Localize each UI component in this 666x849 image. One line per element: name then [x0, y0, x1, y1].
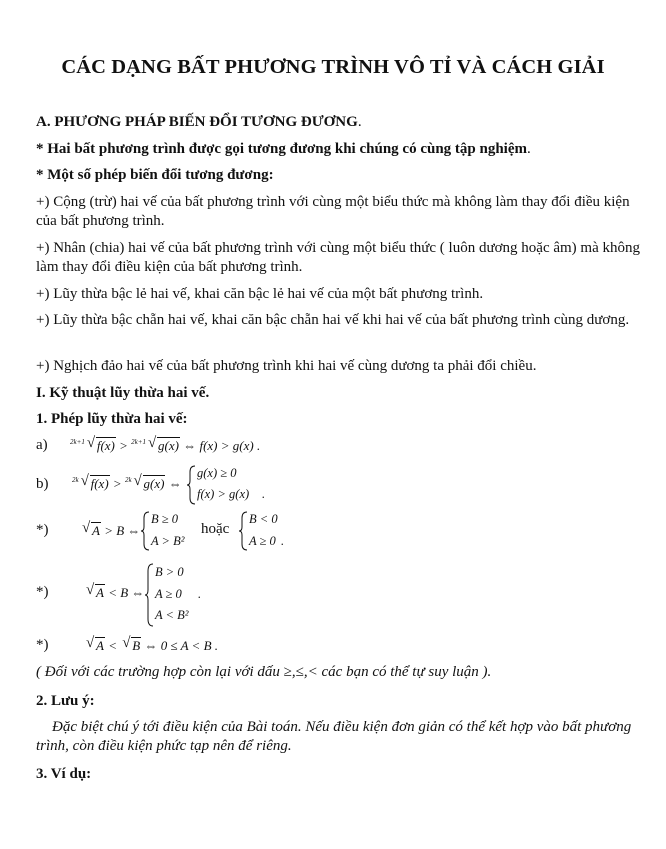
root-symbol: √ B — [122, 638, 141, 654]
bullet-equivalent-transforms: * Một số phép biến đổi tương đương: — [36, 167, 274, 183]
paragraph-condition-note: Đặc biệt chú ý tới điều kiện của Bài toán. Nếu điều kiện đơn giản có thể kết hợp vào bất phương trình, còn điều kiện phức tạp nên để riêng. — [36, 719, 632, 754]
subheading-note: 2. Lưu ý: — [36, 693, 95, 709]
root-symbol: √ A — [82, 523, 101, 539]
formula-sqrt-less-sqrt: √ A < √ B ⇔ 0 ≤ A < B . — [84, 638, 218, 654]
system-brace — [141, 511, 151, 551]
subheading-power-both-sides: 1. Phép lũy thừa hai vế: — [36, 411, 188, 427]
subheading-examples: 3. Ví dụ: — [36, 766, 92, 782]
root-symbol: √ A — [86, 638, 105, 654]
page-title: CÁC DẠNG BẤT PHƯƠNG TRÌNH VÔ TỈ VÀ CÁCH GIẢI — [61, 56, 605, 78]
system-brace — [187, 465, 197, 505]
system-s2-line3: A < B² — [155, 608, 189, 622]
bullet-equivalent-definition: * Hai bất phương trình được gọi tương đương khi chúng có cùng tập nghiệm. — [36, 141, 531, 157]
system-brace — [239, 511, 249, 551]
document-page: CÁC DẠNG BẤT PHƯƠNG TRÌNH VÔ TỈ VÀ CÁCH GIẢI A. PHƯƠNG PHÁP BIẾN ĐỔI TƯƠNG ĐƯƠNG. * Hai bất phương trình được gọi tương đương khi chúng có cùng tập nghiệm. * Một số phép biến đổi tương đương: +) Cộng (trừ) hai vế của bất phương trình với cùng một biểu thức mà không làm thay đổi điều kiện của bất phương trình. +) Nhân (chia) hai vế của bất phương trình với cùng một biểu thức ( luôn dương hoặc âm) mà không làm thay đổi điều kiện của bất phương trình. +) Lũy thừa bậc lẻ hai vế, khai căn bậc lẻ hai vế của một bất phương trình. +) Lũy thừa bậc chẵn hai vế, khai căn bậc chẵn hai vế khi hai vế của bất phương trình cùng dương. +) Nghịch đảo hai vế của bất phương trình khi hai vế cùng dương ta phải đổi chiều. I. Kỹ thuật lũy thừa hai vế. 1. Phép lũy thừa hai vế: a) $^{2k+1}$√ f(x) > $^{2k+1}$√ g(x) ⇔ f(x) > g(x) . b) $^{2k}$√ f(x) > $^{2k}$√ g(x) ⇔ g(x) ≥ 0 f(x) > g(x) . *) √ A > B ⇔ B ≥ 0 A > B² hoặc B < 0 A ≥ 0 . *) √ A < B ⇔ B > 0 A ≥ 0 A < B² . *) √ A < √ B ⇔ 0 ≤ A < B . ( Đối với các trường hợp còn lại với dấu ≥,≤,< các bạn có thể tự suy luận ). 2. Lưu ý: Đặc biệt chú ý tới điều kiện của Bài toán. Nếu điều kiện đơn giản có thể kết hợp vào bất phương trình, còn điều kiện phức tạp nên để riêng. 3. Ví dụ: — [0, 0, 666, 849]
system-s1-line1: B ≥ 0 — [151, 512, 178, 526]
system-brace — [145, 563, 155, 627]
formula-odd-root: $^{2k+1}$√ f(x) > $^{2k+1}$√ g(x) ⇔ f(x) > g(x) . — [70, 438, 260, 454]
root-symbol: √ A — [86, 585, 105, 601]
label-a: a) — [36, 437, 48, 453]
paragraph-add-subtract: +) Cộng (trừ) hai vế của bất phương trình với cùng một biểu thức mà không làm thay đổi điều kiện của bất phương trình. — [36, 194, 630, 229]
root-symbol: √ g(x) — [134, 476, 166, 492]
root-symbol: √ g(x) — [148, 438, 180, 454]
paragraph-odd-power: +) Lũy thừa bậc lẻ hai vế, khai căn bậc lẻ hai vế của một bất phương trình. — [36, 286, 484, 302]
label-star-3: *) — [36, 637, 49, 653]
system-b-line1: g(x) ≥ 0 — [197, 466, 237, 480]
label-b: b) — [36, 476, 49, 492]
system-s1-line2: A > B² — [151, 534, 185, 548]
root-symbol: √ f(x) — [81, 476, 110, 492]
formula-even-root: $^{2k}$√ f(x) > $^{2k}$√ g(x) ⇔ — [72, 476, 182, 492]
paragraph-reciprocal: +) Nghịch đảo hai vế của bất phương trình khi hai vế cùng dương ta phải đổi chiều. — [36, 358, 537, 374]
system-s1-alt-line1: B < 0 — [249, 512, 278, 526]
formula-sqrt-greater: √ A > B ⇔ — [80, 523, 140, 539]
label-star-1: *) — [36, 522, 49, 538]
label-star-2: *) — [36, 584, 49, 600]
note-remaining-cases: ( Đối với các trường hợp còn lại với dấu ≥,≤,< các bạn có thể tự suy luận ). — [36, 664, 492, 680]
system-s1-alt-line2: A ≥ 0 — [249, 534, 276, 548]
paragraph-even-power: +) Lũy thừa bậc chẵn hai vế, khai căn bậc chẵn hai vế khi hai vế của bất phương trình cùng dương. — [36, 312, 630, 328]
or-word: hoặc — [201, 521, 230, 537]
system-s2-line1: B > 0 — [155, 565, 184, 579]
system-b-line2: f(x) > g(x) — [197, 487, 250, 501]
root-symbol: √ f(x) — [87, 438, 116, 454]
system-s2-line2: A ≥ 0 — [155, 587, 182, 601]
formula-sqrt-less: √ A < B ⇔ — [84, 585, 144, 601]
section-i-heading: I. Kỹ thuật lũy thừa hai vế. — [36, 385, 210, 401]
section-a-heading: A. PHƯƠNG PHÁP BIẾN ĐỔI TƯƠNG ĐƯƠNG. — [36, 114, 362, 130]
paragraph-multiply-divide: +) Nhân (chia) hai vế của bất phương trình với cùng một biểu thức ( luôn dương hoặc âm) mà không làm thay đổi điều kiện của bất phương trình. — [36, 240, 640, 275]
